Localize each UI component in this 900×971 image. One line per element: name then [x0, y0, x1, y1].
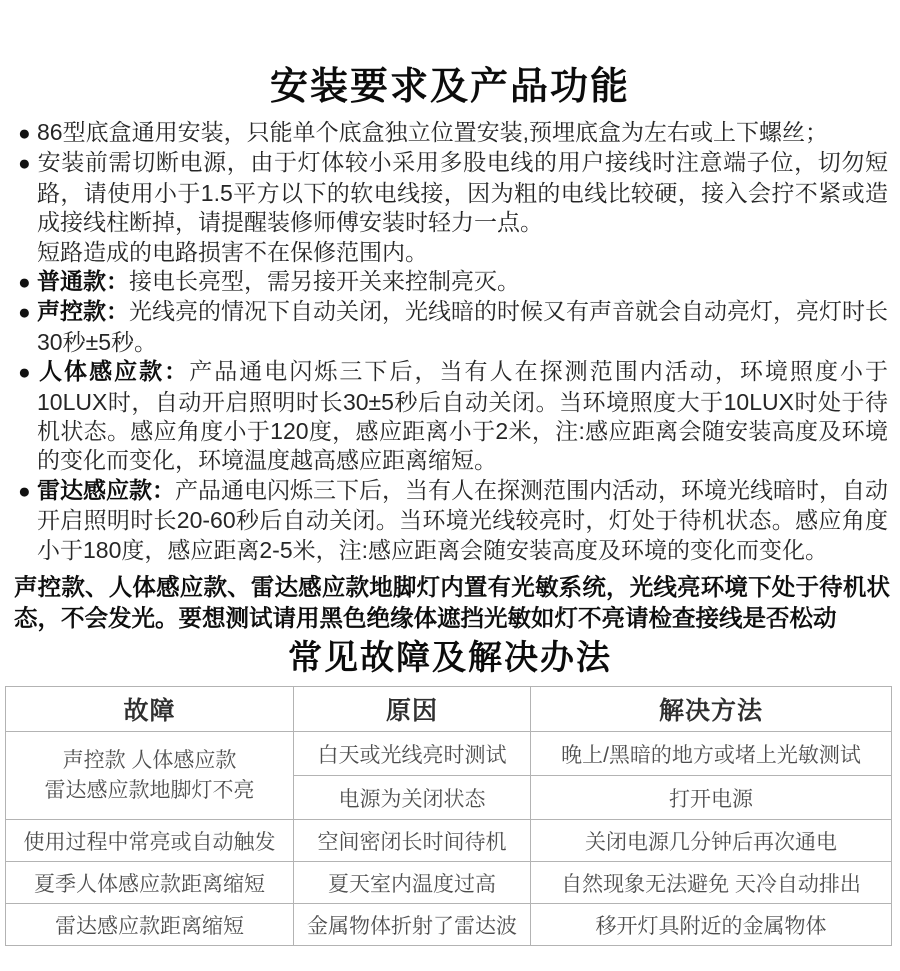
- cause-cell: 电源为关闭状态: [294, 776, 531, 820]
- faults-section-title: 常见故障及解决办法: [288, 639, 612, 678]
- column-header-solution: 解决方法: [531, 687, 892, 732]
- bullet-icon: ●: [18, 152, 31, 176]
- solution-cell: 移开灯具附近的金属物体: [531, 904, 892, 946]
- bullet-text: 产品通电闪烁三下后，当有人在探测范围内活动，环境光线暗时，自动开启照明时长20-60秒后自动关闭。当环境光线较亮时，灯处于待机状态。感应角度小于180度，感应距离2-5米，注:感应距离会随安装高度及环境的变化而变化。: [37, 476, 888, 563]
- bullet-prefix: 雷达感应款：: [37, 476, 175, 503]
- bullet-text: 安装前需切断电源，由于灯体较小采用多股电线的用户接线时注意端子位，切勿短路，请使用小于1.5平方以下的软电线接，因为粗的电线比较硬，接入会拧不紧或造成接线柱断掉，请提醒装修师傅安装时轻力一点。: [37, 149, 888, 236]
- fault-cell: 雷达感应款距离缩短: [6, 904, 294, 946]
- photosensitive-system-note: 声控款、人体感应款、雷达感应款地脚灯内置有光敏系统，光线亮环境下处于待机状态，不会发光。要想测试请用黑色绝缘体遮挡光敏如灯不亮请检查接线是否松动: [14, 574, 890, 632]
- solution-cell: 关闭电源几分钟后再次通电: [531, 820, 892, 862]
- install-bullet-radar-model: [18, 476, 888, 565]
- fault-cell: 使用过程中常亮或自动触发: [6, 820, 294, 862]
- table-row: [6, 732, 892, 776]
- table-row: [6, 820, 892, 862]
- install-section-title: 安装要求及产品功能: [269, 66, 630, 108]
- warranty-line: 短路造成的电路损害不在保修范围内。: [37, 238, 428, 265]
- bullet-text: 86型底盒通用安装，只能单个底盒独立位置安装,预埋底盒为左右或上下螺丝；: [37, 119, 828, 145]
- bullet-icon: ●: [18, 361, 31, 385]
- cause-cell: 白天或光线亮时测试: [294, 732, 531, 776]
- bullet-icon: ●: [18, 271, 31, 295]
- bullet-prefix: 声控款：: [37, 298, 129, 325]
- fault-cell-light-not-on: [6, 732, 294, 820]
- install-bullet-power-off: [18, 148, 888, 267]
- bullet-icon: ●: [18, 479, 31, 503]
- bullet-text: 光线亮的情况下自动关闭，光线暗的时候又有声音就会自动亮灯，亮灯时长30秒±5秒。: [37, 298, 888, 355]
- cause-cell: 金属物体折射了雷达波: [294, 904, 531, 946]
- bullet-text: 接电长亮型，需另接开关来控制亮灭。: [129, 268, 520, 295]
- fault-cell-line1: 声控款 人体感应款: [62, 748, 237, 772]
- install-bullet-box-mounting: [18, 118, 888, 148]
- fault-cell-line2: 雷达感应款地脚灯不亮: [44, 778, 255, 802]
- solution-cell: 晚上/黑暗的地方或堵上光敏测试: [531, 732, 892, 776]
- bullet-prefix: 人体感应款：: [37, 358, 190, 385]
- solution-cell: 打开电源: [531, 776, 892, 820]
- install-bullet-sound-model: [18, 297, 888, 357]
- solution-cell: 自然现象无法避免 天冷自动排出: [531, 862, 892, 904]
- column-header-fault: 故障: [6, 687, 294, 732]
- install-bullet-pir-model: [18, 357, 888, 476]
- faults-table: [5, 686, 892, 946]
- bullet-prefix: 普通款：: [37, 268, 129, 295]
- column-header-cause: 原因: [294, 687, 531, 732]
- bullet-text: 产品通电闪烁三下后，当有人在探测范围内活动，环境照度小于10LUX时，自动开启照明时长30±5秒后自动关闭。当环境照度大于10LUX时处于待机状态。感应角度小于120度，感应距离小于2米，注:感应距离会随安装高度及环境的变化而变化，环境温度越高感应距离缩短。: [37, 358, 889, 474]
- faults-table-header-row: [6, 687, 892, 732]
- fault-cell: 夏季人体感应款距离缩短: [6, 862, 294, 904]
- bullet-icon: ●: [18, 122, 31, 145]
- cause-cell: 夏天室内温度过高: [294, 862, 531, 904]
- install-instructions: [0, 118, 900, 565]
- bullet-icon: ●: [18, 301, 31, 325]
- install-bullet-standard-model: [18, 267, 888, 297]
- cause-cell: 空间密闭长时间待机: [294, 820, 531, 862]
- table-row: [6, 904, 892, 946]
- table-row: [6, 862, 892, 904]
